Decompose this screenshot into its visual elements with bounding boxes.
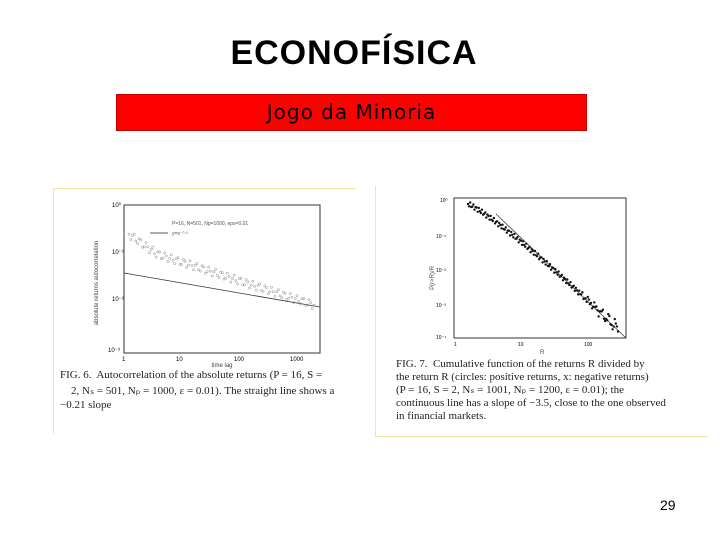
data-point xyxy=(245,278,247,280)
data-point xyxy=(468,205,470,207)
data-point xyxy=(520,240,522,242)
data-point xyxy=(596,309,598,311)
figure-cumulative xyxy=(375,186,708,437)
y-tick-label: 10⁰ xyxy=(440,198,448,204)
x-axis-label: time lag xyxy=(211,363,233,369)
data-point xyxy=(194,264,196,266)
data-point xyxy=(528,246,530,248)
data-point xyxy=(271,286,273,288)
y-tick-label: 10⁻⁴ xyxy=(436,335,447,341)
data-points xyxy=(467,201,619,332)
data-point xyxy=(265,287,267,289)
data-point xyxy=(516,236,518,238)
x-tick-label: 100 xyxy=(584,342,593,348)
data-point xyxy=(521,244,523,246)
data-point xyxy=(477,211,479,213)
x-tick-label: 100 xyxy=(234,357,245,363)
data-point xyxy=(473,209,475,211)
data-point xyxy=(484,211,486,213)
data-point xyxy=(199,270,201,272)
data-point xyxy=(540,256,542,258)
data-point xyxy=(588,298,590,300)
data-point xyxy=(170,254,172,256)
data-point xyxy=(277,289,279,291)
data-point xyxy=(574,290,576,292)
data-point xyxy=(590,302,592,304)
data-point xyxy=(587,296,589,298)
data-point xyxy=(228,276,230,278)
x-axis-label: R xyxy=(540,350,545,356)
data-point xyxy=(231,277,233,279)
data-point xyxy=(573,285,575,287)
cumulative-plot xyxy=(376,186,708,356)
data-point xyxy=(485,216,487,218)
caption-line: FIG. 6. Autocorrelation of the absolute returns (P = 16, S = xyxy=(60,369,323,381)
data-point xyxy=(191,265,193,267)
x-tick-label: 1000 xyxy=(290,357,304,363)
caption-line: in financial markets. xyxy=(396,410,487,422)
data-point xyxy=(467,203,469,205)
data-point xyxy=(148,252,150,254)
data-point xyxy=(155,256,157,258)
data-point xyxy=(511,234,513,236)
data-point xyxy=(226,272,228,274)
data-point xyxy=(255,289,257,291)
data-point xyxy=(211,275,213,277)
data-point xyxy=(578,290,580,292)
data-point xyxy=(545,263,547,265)
data-point xyxy=(208,266,210,268)
data-point xyxy=(279,295,281,297)
data-point xyxy=(592,306,594,308)
data-point xyxy=(196,262,198,264)
data-point xyxy=(475,206,477,208)
data-point xyxy=(184,260,186,262)
data-point xyxy=(518,241,520,243)
data-point xyxy=(469,201,471,203)
data-point xyxy=(308,299,310,301)
data-point xyxy=(537,253,539,255)
data-point xyxy=(216,274,218,276)
data-point xyxy=(259,283,261,285)
data-point xyxy=(541,261,543,263)
data-point xyxy=(269,291,271,293)
data-point xyxy=(133,233,135,235)
data-point xyxy=(543,260,545,262)
legend-entry: y=x⁻⁰·² xyxy=(172,231,188,237)
data-point xyxy=(493,217,495,219)
data-point xyxy=(562,279,564,281)
y-axis-label: absolute returns autocorrelation xyxy=(94,240,100,326)
data-point xyxy=(604,320,606,322)
data-point xyxy=(580,293,582,295)
data-point xyxy=(472,203,474,205)
data-point xyxy=(593,301,595,303)
data-point xyxy=(498,222,500,224)
data-point xyxy=(549,263,551,265)
data-point xyxy=(147,246,149,248)
x-tick-label: 10 xyxy=(518,342,524,348)
data-point xyxy=(150,248,152,250)
data-point xyxy=(481,209,483,211)
data-point xyxy=(128,233,130,235)
data-point xyxy=(611,328,613,330)
y-tick-label: 10⁻³ xyxy=(108,348,120,354)
data-point xyxy=(615,322,617,324)
data-point xyxy=(276,291,278,293)
data-point xyxy=(252,280,254,282)
x-tick-label: 1 xyxy=(122,357,126,363)
data-point xyxy=(564,278,566,280)
data-point xyxy=(169,257,171,259)
y-tick-label: 10⁻¹ xyxy=(112,250,124,256)
data-point xyxy=(237,283,239,285)
data-point xyxy=(512,236,514,238)
data-point xyxy=(471,206,473,208)
data-point xyxy=(287,297,289,299)
y-axis-label: P(r>R)/R xyxy=(430,266,436,290)
data-point xyxy=(597,315,599,317)
data-point xyxy=(513,233,515,235)
data-point xyxy=(499,224,501,226)
data-point xyxy=(488,219,490,221)
data-point xyxy=(480,212,482,214)
data-point xyxy=(267,293,269,295)
data-point xyxy=(610,324,612,326)
fit-line xyxy=(124,273,320,307)
legend-entry: P=16, N=501, Np=1000, eps=0.01 xyxy=(172,221,249,227)
data-point xyxy=(203,266,205,268)
slide-title: ECONOFÍSICA xyxy=(230,34,478,72)
data-point xyxy=(215,268,217,270)
data-point xyxy=(504,228,506,230)
data-point xyxy=(172,259,174,261)
data-point xyxy=(487,215,489,217)
y-tick-label: 10⁻² xyxy=(112,297,124,303)
x-tick-label: 1 xyxy=(454,342,457,348)
data-point xyxy=(506,232,508,234)
subtitle-banner: Jogo da Minoria xyxy=(116,94,587,131)
data-point xyxy=(565,282,567,284)
data-point xyxy=(206,271,208,273)
data-point xyxy=(602,309,604,311)
data-point xyxy=(311,307,313,309)
data-point xyxy=(310,302,312,304)
y-tick-label: 10⁰ xyxy=(112,203,122,209)
data-point xyxy=(550,269,552,271)
caption-line: the return R (circles: positive returns, x: negative returns) xyxy=(396,371,649,383)
data-point xyxy=(291,296,293,298)
data-point xyxy=(136,242,138,244)
plot-frame xyxy=(454,198,626,338)
data-point xyxy=(294,298,296,300)
data-point xyxy=(613,325,615,327)
data-point xyxy=(509,234,511,236)
data-point xyxy=(145,241,147,243)
data-point xyxy=(248,287,250,289)
data-point xyxy=(296,295,298,297)
data-point xyxy=(492,220,494,222)
data-point xyxy=(230,281,232,283)
caption-line: FIG. 7. Cumulative function of the returns R divided by xyxy=(396,358,645,370)
data-point xyxy=(505,226,507,228)
data-point xyxy=(281,297,283,299)
data-point xyxy=(529,251,531,253)
data-point xyxy=(555,271,557,273)
data-point xyxy=(152,246,154,248)
data-point xyxy=(568,284,570,286)
data-point xyxy=(508,230,510,232)
data-point xyxy=(189,260,191,262)
data-point xyxy=(167,261,169,263)
data-point xyxy=(165,255,167,257)
data-point xyxy=(254,285,256,287)
data-point xyxy=(164,252,166,254)
data-points xyxy=(128,233,315,310)
data-point xyxy=(497,225,499,227)
data-point xyxy=(553,272,555,274)
data-point xyxy=(298,300,300,302)
data-point xyxy=(250,284,252,286)
data-point xyxy=(274,295,276,297)
data-point xyxy=(510,231,512,233)
caption-line: continuous line has a slope of −3.5, close to the one observed xyxy=(396,397,666,409)
data-point xyxy=(595,305,597,307)
data-point xyxy=(500,227,502,229)
autocorrelation-plot xyxy=(54,189,356,434)
data-point xyxy=(552,267,554,269)
data-point xyxy=(140,239,142,241)
data-point xyxy=(606,319,608,321)
data-point xyxy=(616,325,618,327)
data-point xyxy=(289,292,291,294)
y-tick-label: 10⁻¹ xyxy=(436,234,446,240)
data-point xyxy=(532,250,534,252)
data-point xyxy=(247,281,249,283)
data-point xyxy=(218,277,220,279)
data-point xyxy=(490,215,492,217)
data-point xyxy=(478,207,480,209)
data-point xyxy=(584,297,586,299)
data-point xyxy=(576,289,578,291)
data-point xyxy=(501,224,503,226)
data-point xyxy=(233,274,235,276)
data-point xyxy=(581,291,583,293)
caption-line: 2, Nₛ = 501, Nₚ = 1000, ε = 0.01). The straight line shows a xyxy=(60,385,335,397)
y-tick-label: 10⁻³ xyxy=(436,303,446,309)
data-point xyxy=(192,269,194,271)
data-point xyxy=(556,274,558,276)
data-point xyxy=(235,280,237,282)
data-point xyxy=(130,238,132,240)
y-tick-label: 10⁻² xyxy=(436,268,446,274)
data-point xyxy=(496,220,498,222)
data-point xyxy=(182,258,184,260)
data-point xyxy=(561,274,563,276)
data-point xyxy=(554,268,556,270)
data-point xyxy=(569,281,571,283)
data-point xyxy=(575,287,577,289)
data-point xyxy=(566,278,568,280)
data-point xyxy=(617,330,619,332)
data-point xyxy=(614,318,616,320)
data-point xyxy=(153,253,155,255)
data-point xyxy=(557,270,559,272)
x-tick-label: 10 xyxy=(176,357,183,363)
data-point xyxy=(135,240,137,242)
data-point xyxy=(542,258,544,260)
data-point xyxy=(522,240,524,242)
data-point xyxy=(577,293,579,295)
data-point xyxy=(186,266,188,268)
page-number: 29 xyxy=(660,497,676,513)
caption-line: (P = 16, S = 2, Nₛ = 1001, Nₚ = 1200, ε = 0.01); the xyxy=(396,384,624,396)
plot-frame xyxy=(124,205,320,353)
data-point xyxy=(213,271,215,273)
data-point xyxy=(603,318,605,320)
data-point xyxy=(546,260,548,262)
data-point xyxy=(586,301,588,303)
data-point xyxy=(536,255,538,257)
data-point xyxy=(534,250,536,252)
data-point xyxy=(525,243,527,245)
caption-line: −0.21 slope xyxy=(60,399,112,411)
data-point xyxy=(608,315,610,317)
data-point xyxy=(272,291,274,293)
figure-autocorrelation xyxy=(53,188,356,434)
data-point xyxy=(174,263,176,265)
data-point xyxy=(209,270,211,272)
data-point xyxy=(187,264,189,266)
data-point xyxy=(524,246,526,248)
data-point xyxy=(533,254,535,256)
